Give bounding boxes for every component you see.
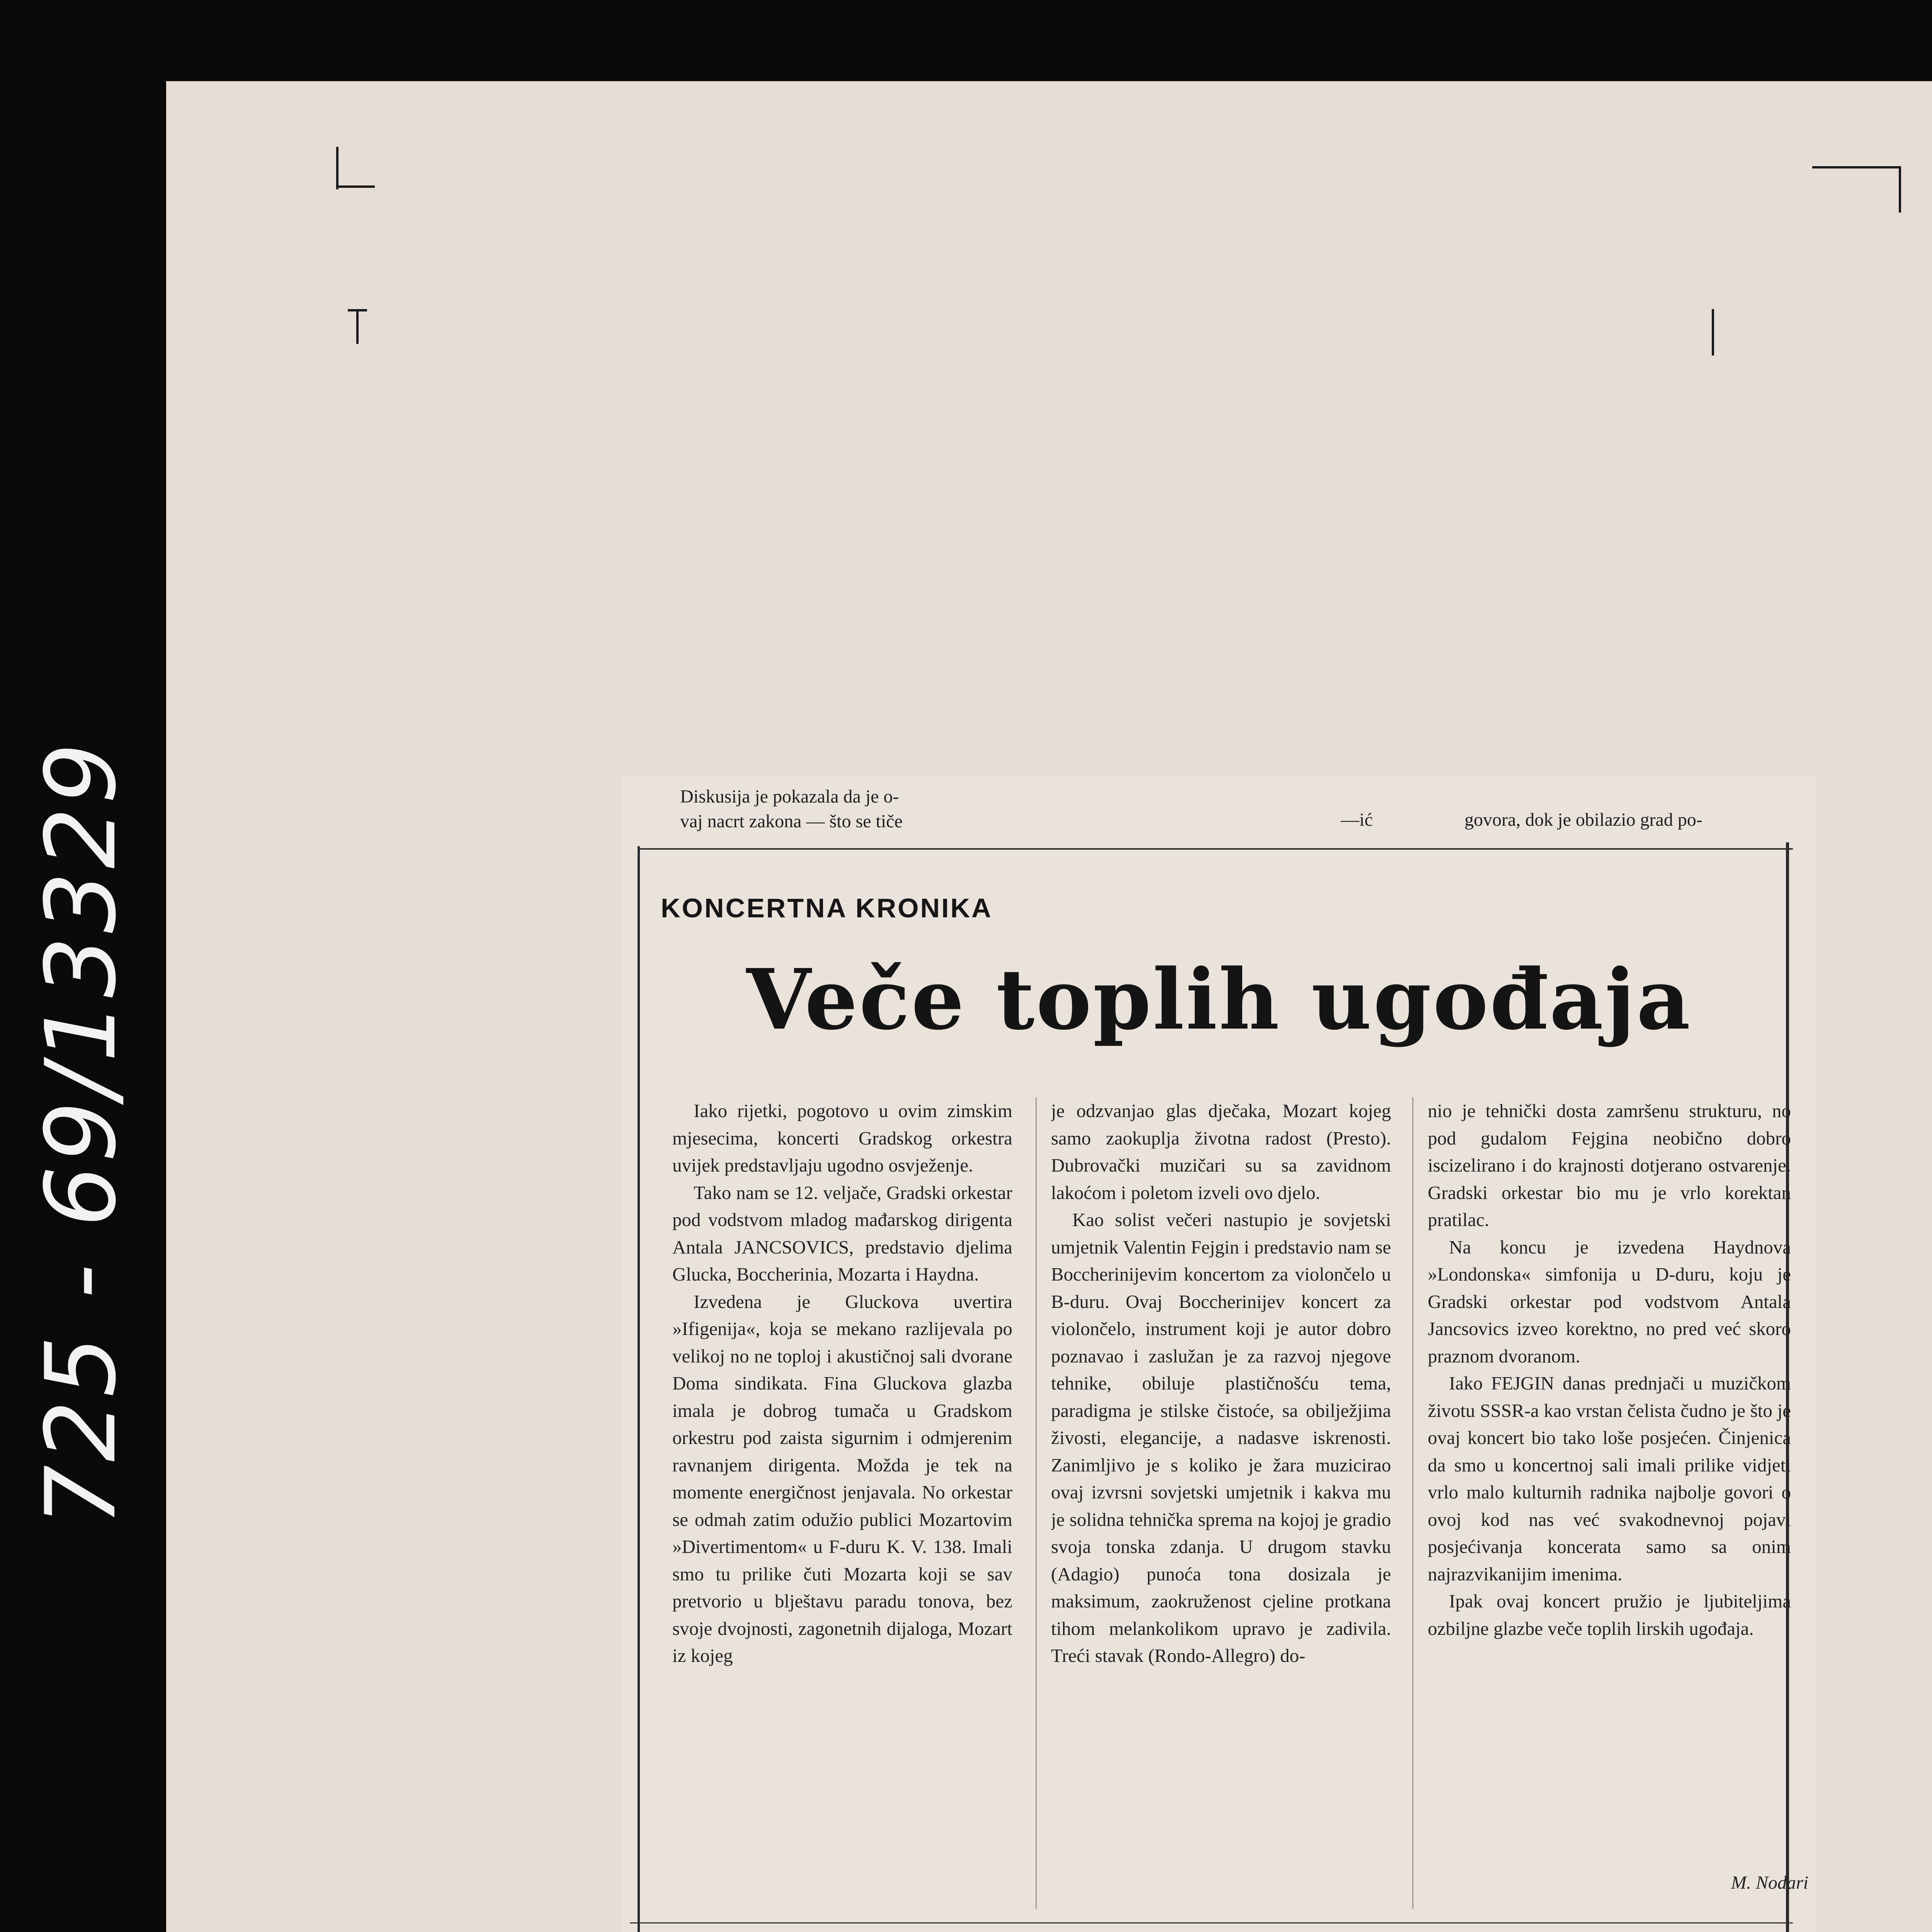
top-fragment-middle: —ić [1341,810,1373,830]
crop-mark [1899,166,1901,213]
top-fragment-right: govora, dok je obilazio grad po- [1464,810,1702,830]
author-signature: M. Nodari [1731,1872,1808,1893]
article-column-1 [672,1097,1012,1905]
film-archive-label: 725 - 69/13329 [25,740,137,1526]
newspaper-clipping [622,777,1816,1932]
paragraph: Na koncu je izvedena Haydnova »Londonska« simfonija u D-duru, koju je Gradski orkestar pod vodstvom Antala Jancsovics izveo korektno, no pred već skoro praznom dvoranom. [1428,1236,1791,1367]
column-divider [1036,1097,1037,1909]
section-label: KONCERTNA KRONIKA [661,893,993,923]
crop-mark [336,147,338,189]
article-column-2 [1051,1097,1391,1905]
top-fragment-left: Diskusija je pokazala da je o- vaj nacrt zakona — što se tiče [680,786,903,832]
paragraph: Ipak ovaj koncert pružio je ljubiteljima ozbiljne glazbe veče toplih lirskih ugođaja. [1428,1590,1791,1639]
crop-mark [1712,309,1714,355]
column-divider [1412,1097,1413,1909]
bottom-rule [630,1922,1793,1923]
paper-sheet [166,81,1932,1932]
crop-mark [336,185,375,188]
paragraph: Iako rijetki, pogotovo u ovim zimskim mjesecima, koncerti Gradskog orkestra uvijek predstavljaju ugodno osvježenje. [672,1100,1012,1176]
crop-mark [1812,166,1901,168]
paragraph: Tako nam se 12. veljače, Gradski orkestar pod vodstvom mladog mađarskog dirigenta Antala JANCSOVICS, predstavio djelima Glucka, Boccherinia, Mozarta i Haydna. [672,1182,1012,1285]
paragraph: je odzvanjao glas dječaka, Mozart kojeg samo zaokuplja životna radost (Presto). Dubrovački muzičari su sa zavidnom lakoćom i poletom izveli ovo djelo. [1051,1100,1391,1203]
paragraph: Izvedena je Gluckova uvertira »Ifigenija«, koja se mekano razlijevala po velikoj no ne toploj i akustičnoj sali dvorane Doma sindikata. Fina Gluckova glazba imala je dobrog tumača u Gradskom orkestru pod zaista sigurnim i odmjerenim ravnanjem dirigenta. Možda je tek na momente energičnost jenjavala. No orkestar se odmah zatim odužio publici Mozartovim »Divertimentom« u F-duru K. V. 138. Imali smo tu prilike čuti Mozarta koji se sav pretvorio u blještavu paradu tonova, bez svoje dvojnosti, zagonetnih dijaloga, Mozart iz kojeg [672,1291,1012,1666]
crop-mark [356,309,359,344]
next-article-heading [676,1930,1797,1932]
paragraph: nio je tehnički dosta zamršenu strukturu, no pod gudalom Fejgina neobično dobro iscizelirano i do krajnosti dotjerano ostvarenje. Gradski orkestar bio mu je vrlo korektan pratilac. [1428,1100,1791,1230]
paragraph: Kao solist večeri nastupio je sovjetski umjetnik Valentin Fejgin i predstavio nam se Boccherinijevim koncertom za violončelo u B-duru. Ovaj Boccherinijev koncert za violončelo, instrument koji je autor dobro poznavao i zaslužan je za razvoj njegove tehnike, obiluje plastičnošću tema, paradigma je stilske čistoće, sa obilježjima živosti, elegancije, a nadasve iskrenosti. Zanimljivo je s koliko je žara muzicirao ovaj izvrsni sovjetski umjetnik i kakva mu je solidna tehnička sprema na kojoj je gradio svoja tonska zdanja. U drugom stavku (Adagio) punoća tona dosizala je maksimum, zaokruženost cjeline protkana tihom melankolikom upravo je zadivila. Treći stavak (Rondo-Allegro) do- [1051,1209,1391,1666]
paragraph: Iako FEJGIN danas prednjači u muzičkom životu SSSR-a kao vrstan čelista čudno je što je ovaj koncert bio tako loše posjećen. Činjenica da smo u koncertnoj sali imali prilike vidjeti vrlo malo kulturnih radnika najbolje govori o ovoj kod nas već svakodnevnoj pojavi posjećivanja koncerata samo sa onim najrazvikanijim imenima. [1428,1372,1791,1585]
article-column-3 [1428,1097,1791,1905]
top-rule [638,848,1793,850]
article-title: Veče toplih ugođaja [746,951,1692,1048]
